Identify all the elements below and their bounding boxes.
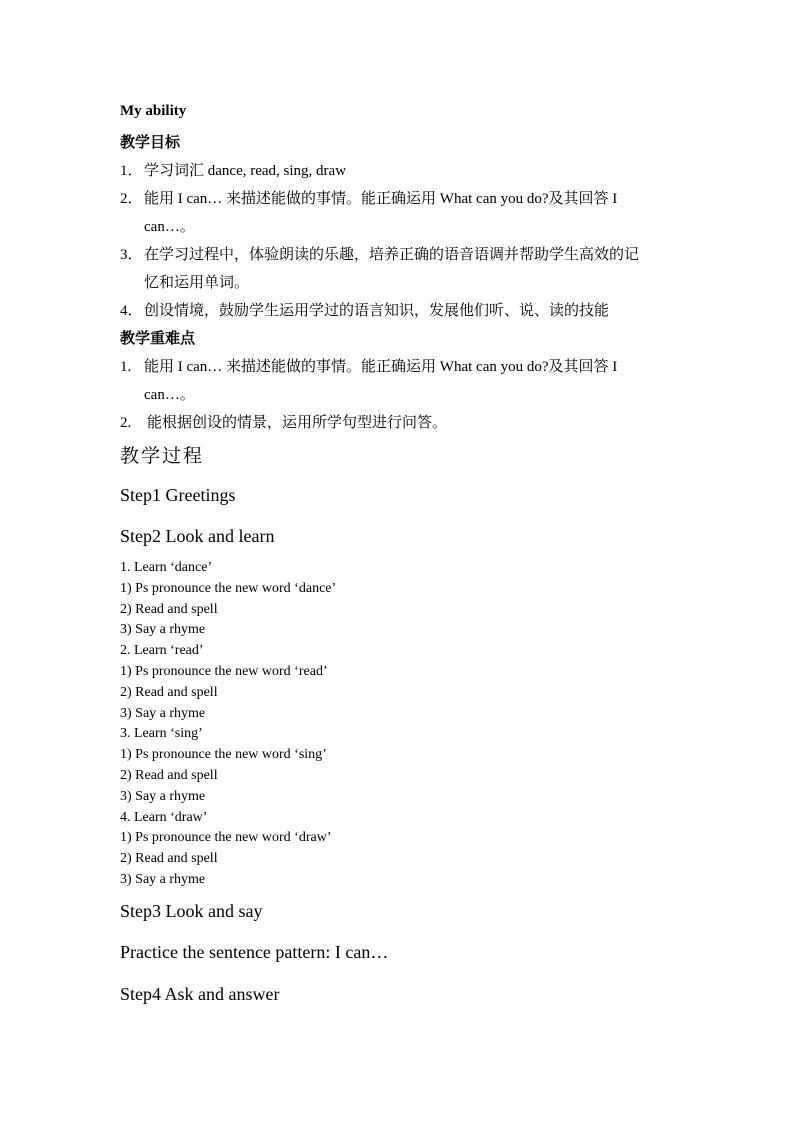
step2-line: 3) Say a rhyme — [120, 789, 206, 804]
step2-line: 4. Learn ‘draw’ — [120, 810, 208, 825]
step2-line: 2) Read and spell — [120, 851, 218, 866]
goal-number: 1． — [120, 163, 143, 179]
step2-line: 2) Read and spell — [120, 768, 218, 783]
step2-line: 1. Learn ‘dance’ — [120, 560, 213, 575]
goal-item-1 — [120, 159, 346, 180]
goal-text-continuation: 忆和运用单词。 — [144, 275, 250, 291]
step3-heading: Step3 Look and say — [120, 901, 263, 921]
process-heading: 教学过程 — [120, 446, 205, 467]
document-title: My ability — [120, 103, 187, 119]
step2-line: 1) Ps pronounce the new word ‘dance’ — [120, 581, 337, 596]
goal-item-2 — [120, 187, 617, 208]
keypoint-number: 2. — [120, 415, 132, 431]
goal-text: 学习词汇 dance, read, sing, draw — [144, 163, 347, 179]
goal-text-continuation: can…。 — [144, 219, 195, 235]
goal-item-3 — [120, 243, 639, 264]
keypoint-text: 能根据创设的情景，运用所学句型进行问答。 — [147, 415, 448, 431]
goal-text: 能用 I can… 来描述能做的事情。能正确运用 What can you do?及其回答 I — [144, 191, 618, 207]
step2-line: 3. Learn ‘sing’ — [120, 726, 203, 741]
step2-line: 1) Ps pronounce the new word ‘sing’ — [120, 747, 327, 762]
goals-heading: 教学目标 — [120, 135, 181, 151]
step2-line: 1) Ps pronounce the new word ‘draw’ — [120, 830, 332, 845]
goal-text: 在学习过程中，体验朗读的乐趣，培养正确的语音语调并帮助学生高效的记 — [144, 247, 640, 263]
practice-line: Practice the sentence pattern: I can… — [120, 942, 389, 962]
step2-line: 2) Read and spell — [120, 602, 218, 617]
keypoint-text: 能用 I can… 来描述能做的事情。能正确运用 What can you do?及其回答 I — [144, 359, 618, 375]
step2-line: 3) Say a rhyme — [120, 706, 206, 721]
goal-number: 4． — [120, 303, 143, 319]
step2-line: 1) Ps pronounce the new word ‘read’ — [120, 664, 328, 679]
step2-heading: Step2 Look and learn — [120, 526, 275, 546]
keypoint-text-continuation: can…。 — [144, 387, 195, 403]
step2-line: 2. Learn ‘read’ — [120, 643, 204, 658]
keypoint-item-2 — [120, 411, 447, 432]
keypoint-item-1 — [120, 355, 617, 376]
step2-line: 3) Say a rhyme — [120, 872, 206, 887]
step1-heading: Step1 Greetings — [120, 485, 236, 505]
step2-line: 3) Say a rhyme — [120, 622, 206, 637]
step4-heading: Step4 Ask and answer — [120, 984, 280, 1004]
keypoints-heading: 教学重难点 — [120, 331, 196, 347]
goal-number: 2． — [120, 191, 143, 207]
goal-item-4 — [120, 299, 609, 320]
keypoint-number: 1. — [120, 359, 132, 375]
goal-text: 创设情境，鼓励学生运用学过的语言知识，发展他们听、说、读的技能 — [144, 303, 610, 319]
step2-line: 2) Read and spell — [120, 685, 218, 700]
goal-number: 3． — [120, 247, 143, 263]
